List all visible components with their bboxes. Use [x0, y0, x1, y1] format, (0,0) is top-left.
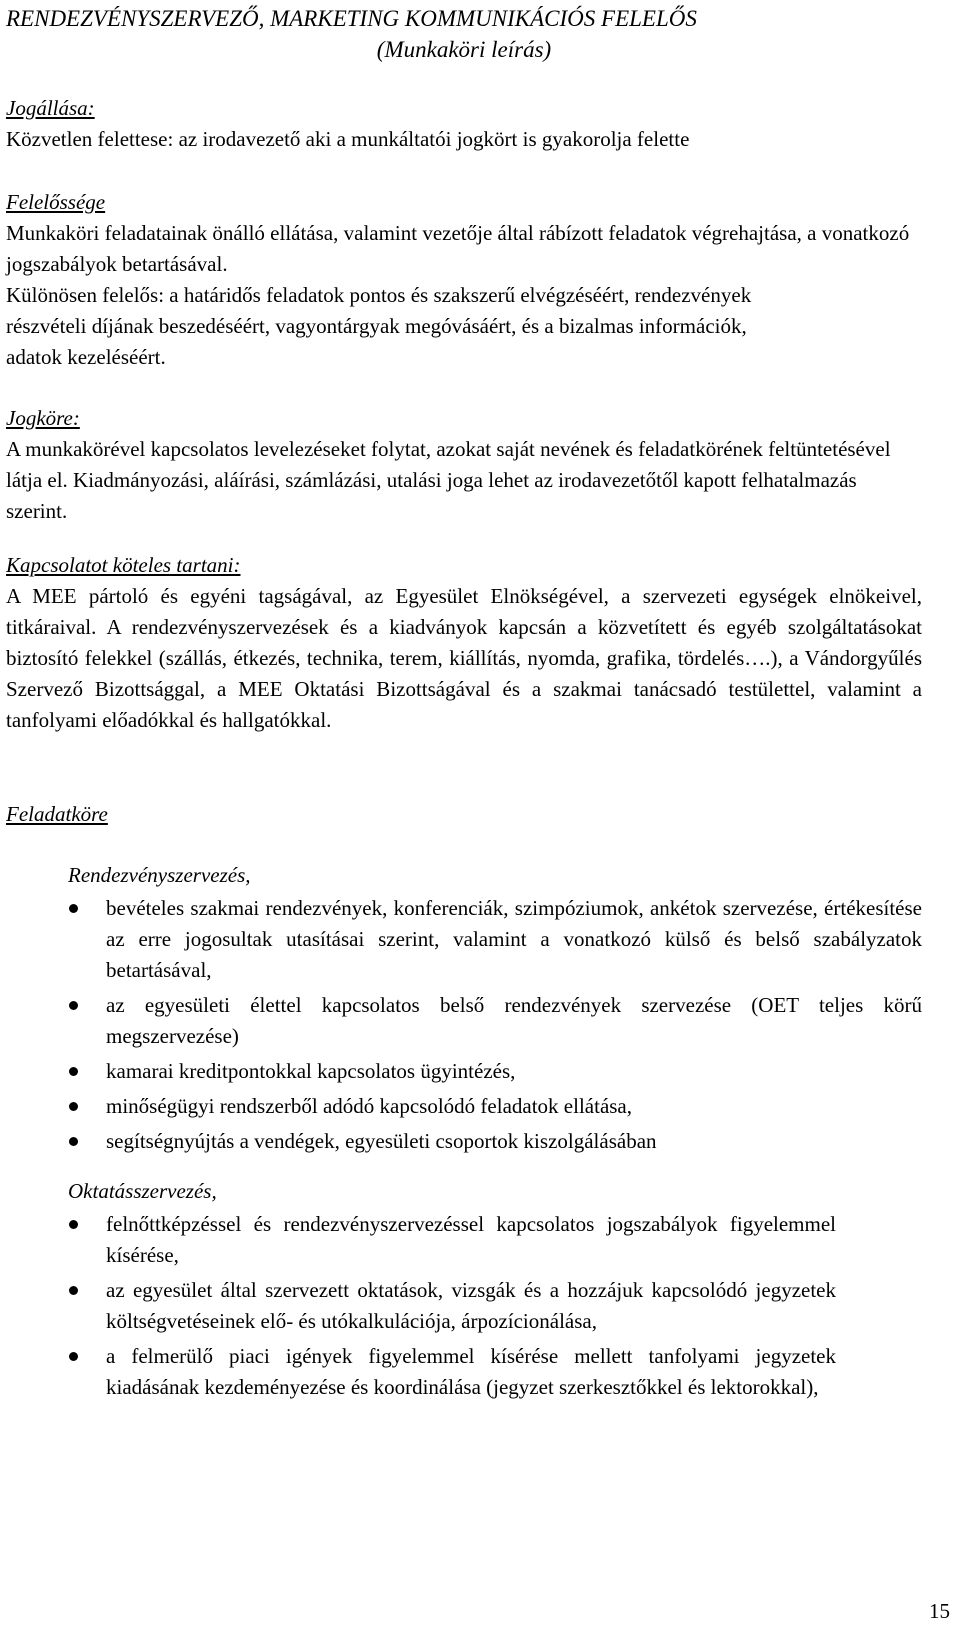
section-text-kapcsolat: A MEE pártoló és egyéni tagságával, az Egyesület Elnökségével, a szervezeti egységek elnökeivel, titkáraival. A rendezvényszervezések és a kiadványok kapcsán a közvetített és egyéb szolgáltatásokat biztosító felekkel (szállás, étkezés, technika, terem, kiállítás, nyomda, grafika, tördelés….), a Vándorgyűlés Szervező Bizottsággal, a MEE Oktatási Bizottságával és a szakmai tanácsadó testülettel, valamint a tanfolyami előadókkal és hallgatókkal. [6, 584, 922, 732]
section-kapcsolat [6, 550, 922, 736]
section-heading-jogallas: Jogállása: [6, 96, 95, 120]
bullet-icon [69, 1352, 78, 1361]
list-item: az egyesület által szervezett oktatások, vizsgák és a hozzájuk kapcsolódó jegyzetek költségvetéseinek elő- és utókalkulációja, árpozícionálása, [6, 1275, 836, 1337]
bullet-icon [69, 1001, 78, 1010]
bullet-icon [69, 1286, 78, 1295]
section-felelossege [6, 187, 922, 373]
subsection-oktatas [6, 1176, 922, 1407]
subsection-heading-rendezveny: Rendezvényszervezés, [68, 863, 251, 887]
document-title: RENDEZVÉNYSZERVEZŐ, MARKETING KOMMUNIKÁCIÓS FELELŐS [6, 6, 697, 31]
bullet-icon [69, 1137, 78, 1146]
document-page [6, 0, 922, 1399]
section-heading-feladatkore: Feladatköre [6, 802, 108, 826]
list-item: segítségnyújtás a vendégek, egyesületi csoportok kiszolgálásában [6, 1126, 922, 1157]
list-item: a felmerülő piaci igények figyelemmel kísérése mellett tanfolyami jegyzetek kiadásának kezdeményezése és koordinálása (jegyzet szerkesztőkkel és lektorokkal), [6, 1341, 836, 1403]
list-item: bevételes szakmai rendezvények, konferenciák, szimpóziumok, ankétok szervezése, értékesítése az erre jogosultak utasításai szerint, valamint a vonatkozó külső és belső szabályzatok betartásával, [6, 893, 922, 986]
bullet-icon [69, 904, 78, 913]
section-heading-kapcsolat: Kapcsolatot köteles tartani: [6, 553, 241, 577]
section-text-felelossege-2: Különösen felelős: a határidős feladatok pontos és szakszerű elvégzéséért, rendezvények részvételi díjának beszedéséért, vagyontárgyak megóvásáért, és a bizalmas információk, adatok kezeléséért. [6, 283, 752, 369]
list-item: kamarai kreditpontokkal kapcsolatos ügyintézés, [6, 1056, 922, 1087]
bullet-icon [69, 1067, 78, 1076]
rendezveny-list [6, 893, 922, 1157]
section-jogallas [6, 93, 922, 155]
section-text-jogallas: Közvetlen felettese: az irodavezető aki a munkáltatói jogkört is gyakorolja felette [6, 127, 690, 151]
bullet-icon [69, 1102, 78, 1111]
document-subtitle: (Munkaköri leírás) [376, 37, 552, 62]
list-item: minőségügyi rendszerből adódó kapcsolódó feladatok ellátása, [6, 1091, 922, 1122]
list-item: felnőttképzéssel és rendezvényszervezéssel kapcsolatos jogszabályok figyelemmel kísérése, [6, 1209, 836, 1271]
section-heading-felelossege: Felelőssége [6, 190, 106, 214]
list-item: az egyesületi élettel kapcsolatos belső rendezvények szervezése (OET teljes körű megszervezése) [6, 990, 922, 1052]
subsection-rendezveny [6, 860, 922, 1161]
section-text-jogkore: A munkakörével kapcsolatos levelezéseket folytat, azokat saját nevének és feladatkörének feltüntetésével látja el. Kiadmányozási, aláírási, számlázási, utalási joga lehet az irodavezetőtől kapott felhatalmazás szerint. [6, 437, 891, 523]
page-number: 15 [929, 1599, 950, 1623]
section-jogkore [6, 403, 922, 527]
section-heading-jogkore: Jogköre: [6, 406, 80, 430]
section-feladatkore [6, 799, 922, 830]
bullet-icon [69, 1220, 78, 1229]
section-text-felelossege-1: Munkaköri feladatainak önálló ellátása, valamint vezetője által rábízott feladatok végrehajtása, a vonatkozó jogszabályok betartásával. [6, 221, 910, 276]
oktatas-list [6, 1209, 836, 1403]
subsection-heading-oktatas: Oktatásszervezés, [68, 1179, 217, 1203]
